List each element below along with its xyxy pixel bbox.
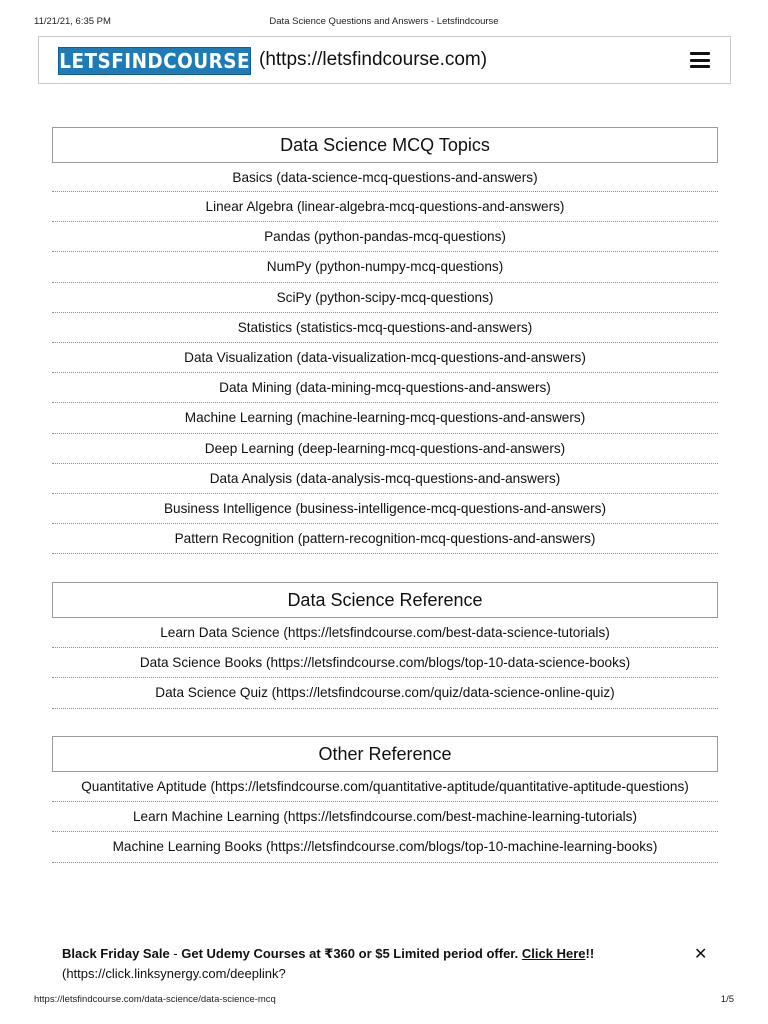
promo-click-here-link[interactable]: Click Here — [521, 946, 586, 961]
print-page-title: Data Science Questions and Answers - Letsfindcourse — [269, 16, 499, 27]
print-page-number: 1/5 — [720, 994, 734, 1005]
topic-link-data-visualization[interactable]: Data Visualization (data-visualization-mcq-questions-and-answers) — [52, 343, 718, 373]
data-science-reference-section — [52, 582, 718, 709]
other-reference-list — [52, 772, 718, 863]
print-header — [34, 16, 734, 30]
topic-link-deep-learning[interactable]: Deep Learning (deep-learning-mcq-questions-and-answers) — [52, 434, 718, 464]
promo-link-url[interactable]: (https://click.linksynergy.com/deeplink? — [62, 966, 286, 981]
reference-list — [52, 618, 718, 709]
reference-link-data-science-books[interactable]: Data Science Books (https://letsfindcourse.com/blogs/top-10-data-science-books) — [52, 648, 718, 678]
topic-link-scipy[interactable]: SciPy (python-scipy-mcq-questions) — [52, 283, 718, 313]
reference-link-learn-data-science[interactable]: Learn Data Science (https://letsfindcourse.com/best-data-science-tutorials) — [52, 618, 718, 648]
promo-banner — [62, 944, 722, 984]
reference-title: Data Science Reference — [52, 582, 718, 618]
topic-link-data-mining[interactable]: Data Mining (data-mining-mcq-questions-and-answers) — [52, 373, 718, 403]
promo-offer-text: Get Udemy Courses at ₹360 or $5 Limited period offer. — [181, 946, 519, 961]
topic-link-statistics[interactable]: Statistics (statistics-mcq-questions-and-answers) — [52, 313, 718, 343]
hamburger-menu-icon[interactable] — [690, 52, 710, 68]
topic-link-business-intelligence[interactable]: Business Intelligence (business-intelligence-mcq-questions-and-answers) — [52, 494, 718, 524]
print-footer-url: https://letsfindcourse.com/data-science/data-science-mcq — [34, 994, 276, 1005]
site-header — [38, 36, 731, 84]
print-timestamp: 11/21/21, 6:35 PM — [34, 16, 111, 27]
mcq-topics-section — [52, 127, 718, 554]
topic-link-numpy[interactable]: NumPy (python-numpy-mcq-questions) — [52, 252, 718, 282]
mcq-topics-title: Data Science MCQ Topics — [52, 127, 718, 163]
mcq-topics-list — [52, 163, 718, 554]
site-url[interactable]: (https://letsfindcourse.com) — [259, 49, 488, 70]
print-footer — [34, 994, 734, 1008]
other-link-machine-learning-books[interactable]: Machine Learning Books (https://letsfindcourse.com/blogs/top-10-machine-learning-books) — [52, 832, 718, 862]
other-link-quantitative-aptitude[interactable]: Quantitative Aptitude (https://letsfindcourse.com/quantitative-aptitude/quantitative-aptitude-questions) — [52, 772, 718, 802]
topic-link-linear-algebra[interactable]: Linear Algebra (linear-algebra-mcq-questions-and-answers) — [52, 192, 718, 222]
reference-link-data-science-quiz[interactable]: Data Science Quiz (https://letsfindcourse.com/quiz/data-science-online-quiz) — [52, 678, 718, 708]
topic-link-pattern-recognition[interactable]: Pattern Recognition (pattern-recognition-mcq-questions-and-answers) — [52, 524, 718, 554]
topic-link-basics[interactable]: Basics (data-science-mcq-questions-and-answers) — [52, 163, 718, 192]
topic-link-pandas[interactable]: Pandas (python-pandas-mcq-questions) — [52, 222, 718, 252]
topic-link-machine-learning[interactable]: Machine Learning (machine-learning-mcq-questions-and-answers) — [52, 403, 718, 433]
other-link-learn-machine-learning[interactable]: Learn Machine Learning (https://letsfindcourse.com/best-machine-learning-tutorials) — [52, 802, 718, 832]
promo-sale-label: Black Friday Sale — [62, 946, 170, 961]
other-reference-title: Other Reference — [52, 736, 718, 772]
other-reference-section — [52, 736, 718, 863]
close-icon[interactable]: ✕ — [694, 946, 708, 963]
topic-link-data-analysis[interactable]: Data Analysis (data-analysis-mcq-questions-and-answers) — [52, 464, 718, 494]
logo-text: LETSFINDCOURSE — [59, 49, 250, 73]
site-logo[interactable] — [58, 47, 251, 75]
promo-suffix: !! — [585, 946, 595, 961]
promo-separator: - — [169, 946, 182, 961]
